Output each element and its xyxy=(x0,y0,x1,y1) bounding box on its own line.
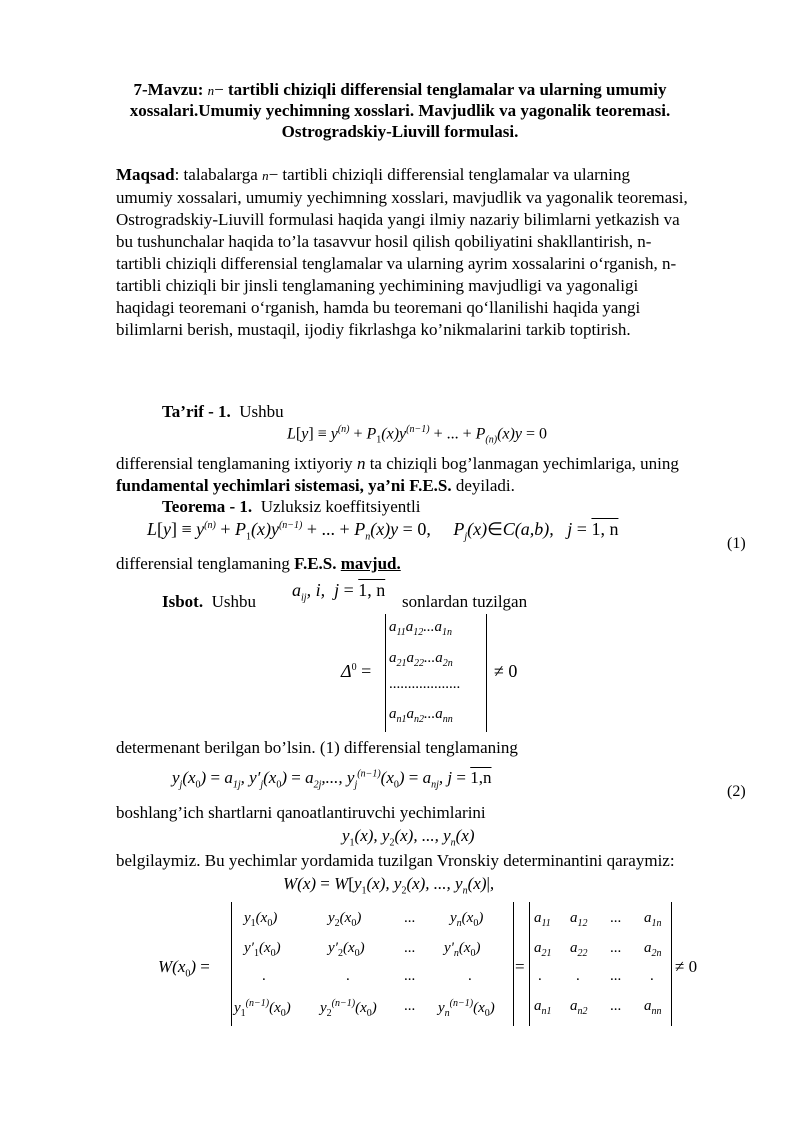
isbot-bosh: boshlang’ich shartlarni qanoatlantiruvchi yechimlarini xyxy=(116,803,486,822)
equation-number-1: (1) xyxy=(727,535,746,552)
teorema-equation: $L[y] \equiv y^{(n)} + P_1(x)y^{(n-1)}$ + ... + $P_n(x)y = 0$, $P_j(x)\in C(a,b)$, j = 1, n xyxy=(147,519,619,543)
delta-zero-determinant: $a_{11}a_{12}...a_{1n}$ $a_{21}a_{22}...a_{2n}$ ................... $a_{n1}a_{n2}...a_{nn}$ xyxy=(385,614,487,732)
tarif-after-2: fundamental yechimlari sistemasi, ya’ni F.E.S. deyiladi. xyxy=(116,476,515,495)
wronskian-label: $W(x_0)$ = xyxy=(158,957,210,980)
initial-conditions-equation: $y_j(x_0) = a_{1j}$, $y'_j(x_0) = a_{2j}$,..., $y_j^{(n-1)}(x_0) = a_{nj}$, j = 1,n xyxy=(172,768,492,791)
wronskian-definition: $W(x) = W[y_1(x)$, $y_2(x)$, ..., $y_n(x)|$, xyxy=(283,874,495,897)
tarif-equation: $L[y] \equiv y^{(n)} + P_1(x)y^{(n-1)}$ + ... + $P_{(n)}(x)y = 0$ xyxy=(287,424,547,446)
isbot-tail: sonlardan tuzilgan xyxy=(402,592,528,611)
isbot-belgi: belgilaymiz. Bu yechimlar yordamida tuzilgan Vronskiy determinantini qaraymiz: xyxy=(116,851,675,870)
delta-zero-label: $\Delta^0$ = xyxy=(341,661,372,681)
tarif-after-1: differensial tenglamaning ixtiyoriy n ta chiziqli bog’lanmagan yechimlariga, uning xyxy=(116,454,679,473)
isbot-heading: Isbot. Ushbu xyxy=(162,592,257,611)
wronskian-determinant: $y_1(x_0)$ $y_2(x_0)$ ... $y_n(x_0)$ $y'_1(x_0)$ $y'_2(x_0)$ ... $y'_n(x_0)$ . . ... . $y_1^{(n-1)}(x_0)$ $y_2^{(n-1)}(x_0)$ ... $y_n^{(n-1)}(x_0)$ xyxy=(231,902,514,1026)
teorema-heading: Teorema - 1. Uzluksiz koeffitsiyentli xyxy=(162,497,421,516)
wronskian-neq: ≠ 0 xyxy=(675,957,698,976)
delta-zero-neq: ≠ 0 xyxy=(494,661,518,681)
title-line-1: 7-Mavzu: n− tartibli chiziqli differensial tenglamalar va ularning umumiy xyxy=(133,80,667,99)
teorema-after: differensial tenglamaning F.E.S. mavjud. xyxy=(116,554,401,573)
solutions-list: $y_1(x)$, $y_2(x)$, ..., $y_n(x)$ xyxy=(342,826,475,849)
tarif-heading: Ta’rif - 1. Ushbu xyxy=(162,402,284,421)
equation-number-2: (2) xyxy=(727,783,746,800)
coefficient-determinant: $a_{11}$ $a_{12}$ ... $a_{1n}$ $a_{21}$ $a_{22}$ ... $a_{2n}$ . . ... . $a_{n1}$ $a_{n2}$ ... $a_{nn}$ xyxy=(529,902,672,1026)
isbot-det-line: determenant berilgan bo’lsin. (1) differensial tenglamaning xyxy=(116,738,518,757)
isbot-aij: $a_{ij}$, i, j = 1, n xyxy=(292,580,386,604)
wronskian-equals: = xyxy=(515,957,525,976)
title-line-2: xossalari.Umumiy yechimning xosslari. Mavjudlik va yagonalik teoremasi. xyxy=(129,101,671,120)
title-line-3: Ostrogradskiy-Liuvill formulasi. xyxy=(281,122,519,141)
maqsad-paragraph: Maqsad: talabalarga n− tartibli chiziqli differensial tenglamalar va ularning umumiy xossalari, umumiy yechimning xosslari, mavjudlik va yagonalik teoremasi, Ostrogradskiy-Liuvill formulasi haqida yangi ilmiy nazariy bilimlarni yetkazish va bu tushunchalar haqida to’la tasavvur hosil qilish qobiliyatini shakllantirish, n- tartibli chiziqli differensial tenglamalar va ularning ayrim xossalarini o‘rganish, n- tartibli chiziqli bir jinsli tenglamaning yechimining mavjudligi va yagonaligi haqidagi teoremani o‘rganish, hamda bu teoremani qo‘llanilishi haqida yangi bilimlarni berish, mustaqil, ijodiy fikrlashga ko’nikmalarini tarkib toptirish. xyxy=(116,165,688,339)
